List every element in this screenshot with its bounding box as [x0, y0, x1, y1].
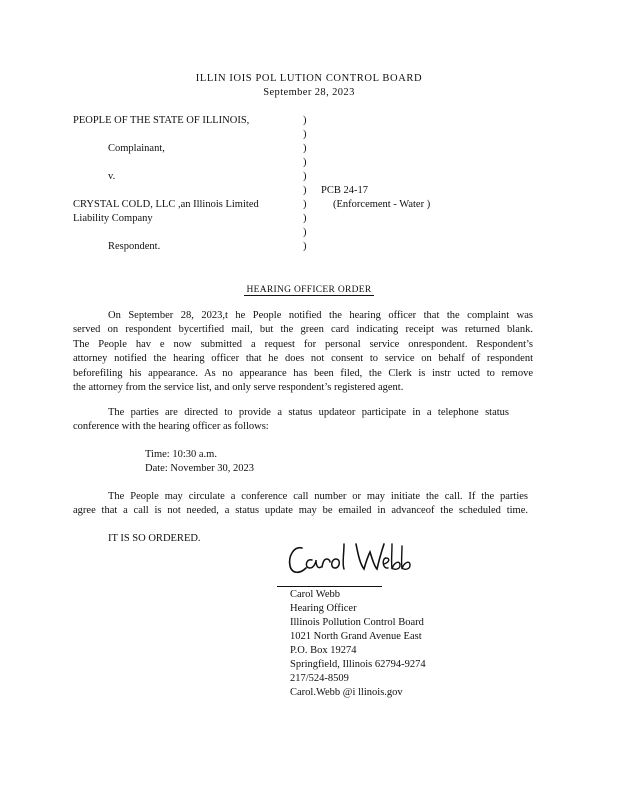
paragraph-line: the attorney from the service list, and only serve respondent’s registered agent.	[73, 381, 404, 393]
order-title-text: HEARING OFFICER ORDER	[246, 285, 372, 295]
caption-paren: )	[303, 143, 307, 154]
signer-po-box: P.O. Box 19274	[290, 645, 357, 656]
paragraph-line: attorney notified the hearing officer that he does not consent to service on behalf of respondent	[73, 353, 533, 365]
paragraph-service	[73, 309, 533, 395]
caption-parentheses	[303, 114, 311, 254]
caption-paren: )	[303, 227, 307, 238]
case-number: PCB 24-17	[321, 185, 368, 196]
caption-paren: )	[303, 129, 307, 140]
caption-paren: )	[303, 241, 307, 252]
signer-street-address: 1021 North Grand Avenue East	[290, 631, 422, 642]
plaintiff-name: PEOPLE OF THE STATE OF ILLINOIS,	[73, 115, 250, 126]
caption-paren: )	[303, 115, 307, 126]
signer-email: Carol.Webb @i llinois.gov	[290, 687, 403, 698]
paragraph-line: agree that a call is not needed, a status update may be emailed in advanceof the scheduled time.	[73, 505, 528, 517]
paragraph-line: conference with the hearing officer as follows:	[73, 421, 269, 433]
caption-paren: )	[303, 199, 307, 210]
paragraph-line: served on respondent bycertified mail, but the green card indicating receipt was returned blank.	[73, 324, 533, 336]
paragraph-directive	[73, 406, 509, 435]
paragraph-conference	[73, 490, 528, 519]
caption-paren: )	[303, 185, 307, 196]
case-type: (Enforcement - Water )	[333, 199, 431, 210]
defendant-name-line2: Liability Company	[73, 213, 153, 224]
schedule-date: Date: November 30, 2023	[145, 463, 255, 474]
defendant-name-line1: CRYSTAL COLD, LLC ,an Illinois Limited	[73, 199, 259, 210]
signer-organization: Illinois Pollution Control Board	[290, 617, 424, 628]
order-title	[0, 283, 618, 297]
closing-statement: IT IS SO ORDERED.	[108, 533, 201, 544]
defendant-role: Respondent.	[108, 241, 161, 252]
signer-name: Carol Webb	[290, 589, 340, 600]
paragraph-line: The People hav e now submitted a request for personal service onrespondent. Respondent’s	[73, 338, 533, 350]
signer-city-state-zip: Springfield, Illinois 62794-9274	[290, 659, 426, 670]
paragraph-line: On September 28, 2023,t he People notified the hearing officer that the complaint was	[108, 310, 533, 321]
signature-block	[290, 588, 426, 700]
paragraph-line: The parties are directed to provide a status updateor participate in a telephone status	[108, 407, 509, 418]
handwritten-signature	[286, 540, 414, 580]
signature-line	[277, 586, 382, 587]
document-date: September 28, 2023	[263, 87, 355, 98]
caption-paren: )	[303, 213, 307, 224]
signer-phone: 217/524-8509	[290, 673, 349, 684]
paragraph-line: beforefiling his appearance. As no appearance has been filed, the Clerk is instr ucted to remove	[73, 367, 533, 379]
paragraph-line: The People may circulate a conference call number or may initiate the call. If the parties	[108, 491, 528, 502]
caption-paren: )	[303, 171, 307, 182]
board-title: ILLIN IOIS POL LUTION CONTROL BOARD	[195, 73, 423, 84]
schedule-time: Time: 10:30 a.m.	[145, 449, 217, 460]
caption-paren: )	[303, 157, 307, 168]
plaintiff-role: Complainant,	[108, 143, 165, 154]
versus-label: v.	[108, 171, 116, 182]
signer-title: Hearing Officer	[290, 603, 357, 614]
